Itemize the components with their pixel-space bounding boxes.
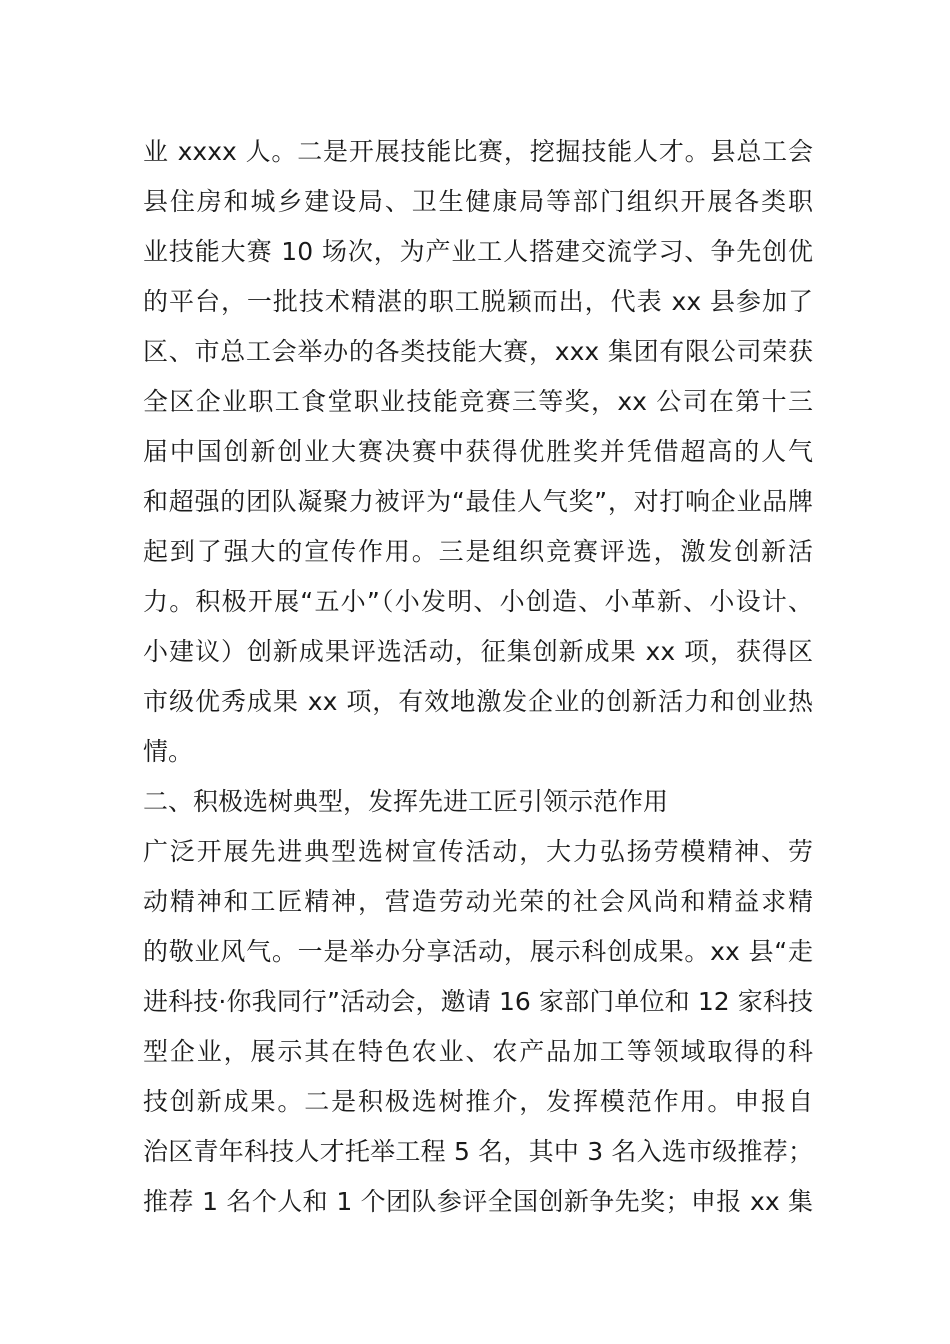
document-body [143, 127, 813, 1227]
paragraph-line: 推荐 1 名个人和 1 个团队参评全国创新争先奖；申报 xx 集 [143, 1187, 813, 1216]
paragraph-line: 市级优秀成果 xx 项，有效地激发企业的创新活力和创业热 [143, 687, 813, 716]
paragraph-line: 的平台，一批技术精湛的职工脱颖而出，代表 xx 县参加了 [143, 287, 813, 316]
paragraph-line: 业 xxxx 人。二是开展技能比赛，挖掘技能人才。县总工会 [143, 137, 813, 166]
paragraph-line: 小建议）创新成果评选活动，征集创新成果 xx 项，获得区 [143, 637, 813, 666]
paragraph-line: 和超强的团队凝聚力被评为“最佳人气奖”，对打响企业品牌 [143, 487, 813, 516]
paragraph-line: 全区企业职工食堂职业技能竞赛三等奖，xx 公司在第十三 [143, 387, 813, 416]
paragraph-line: 情。 [143, 737, 194, 766]
paragraph-line: 届中国创新创业大赛决赛中获得优胜奖并凭借超高的人气 [143, 437, 813, 466]
paragraph-line: 的敬业风气。一是举办分享活动，展示科创成果。xx 县“走 [143, 937, 813, 966]
paragraph-line: 治区青年科技人才托举工程 5 名，其中 3 名入选市级推荐； [143, 1137, 813, 1166]
section-heading: 二、积极选树典型，发挥先进工匠引领示范作用 [143, 787, 669, 816]
paragraph-line: 区、市总工会举办的各类技能大赛，xxx 集团有限公司荣获 [143, 337, 813, 366]
paragraph-line: 业技能大赛 10 场次，为产业工人搭建交流学习、争先创优 [143, 237, 813, 266]
paragraph-line: 技创新成果。二是积极选树推介，发挥模范作用。申报自 [143, 1087, 813, 1116]
paragraph-line: 起到了强大的宣传作用。三是组织竞赛评选，激发创新活 [143, 537, 813, 566]
paragraph-line: 力。积极开展“五小”（小发明、小创造、小革新、小设计、 [143, 587, 813, 616]
paragraph-line: 县住房和城乡建设局、卫生健康局等部门组织开展各类职 [143, 187, 813, 216]
paragraph-line: 动精神和工匠精神，营造劳动光荣的社会风尚和精益求精 [143, 887, 813, 916]
paragraph-line: 型企业，展示其在特色农业、农产品加工等领域取得的科 [143, 1037, 813, 1066]
paragraph-line: 广泛开展先进典型选树宣传活动，大力弘扬劳模精神、劳 [143, 837, 813, 866]
paragraph-line: 进科技·你我同行”活动会，邀请 16 家部门单位和 12 家科技 [143, 987, 813, 1016]
